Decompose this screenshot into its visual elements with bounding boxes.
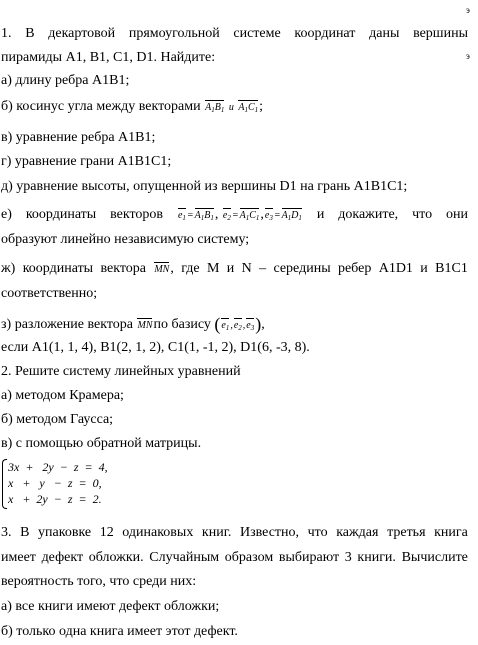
vector-e1 bbox=[178, 208, 186, 224]
comma: , bbox=[170, 261, 174, 276]
vec-sub: 1 bbox=[182, 214, 186, 222]
p1-item-g-line2: соответственно; bbox=[1, 286, 98, 301]
p2-item-b: б) методом Гаусса; bbox=[1, 412, 114, 427]
vec-sub: 1 bbox=[254, 106, 259, 114]
vec-sub: 1 bbox=[225, 324, 230, 332]
semicolon: ; bbox=[259, 99, 263, 114]
word: выбирают bbox=[278, 550, 340, 565]
word: A1D1 bbox=[378, 261, 413, 276]
word: и bbox=[316, 207, 325, 222]
word: что bbox=[307, 525, 328, 540]
vec-letter: C bbox=[249, 210, 256, 221]
comma: , bbox=[230, 320, 233, 331]
word: каждая bbox=[336, 525, 379, 540]
word: обложки. bbox=[88, 550, 144, 565]
word: Вычислите bbox=[401, 550, 468, 565]
equals-sign: = bbox=[231, 210, 239, 221]
p3-line2 bbox=[1, 550, 468, 566]
word: книг. bbox=[201, 525, 232, 540]
vec-sub: 2 bbox=[238, 324, 242, 332]
word: даны bbox=[369, 26, 400, 41]
p3-line3: вероятность того, что среди них: bbox=[1, 574, 197, 589]
p2-item-a: а) методом Крамера; bbox=[1, 388, 124, 403]
comma: , bbox=[242, 320, 246, 331]
vec-letter: C bbox=[247, 102, 255, 113]
vec-sub: 1 bbox=[211, 106, 215, 114]
equation-3: x + 2y − z = 2. bbox=[8, 492, 102, 506]
p3-item-a: а) все книги имеют дефект обложки; bbox=[1, 599, 220, 614]
word: В bbox=[25, 26, 35, 41]
p1-item-c: в) уравнение ребра А1В1; bbox=[1, 130, 156, 145]
word: координат bbox=[294, 26, 356, 41]
close-paren: ) bbox=[255, 314, 262, 334]
vector-e3 bbox=[246, 318, 254, 334]
vec-letter: e bbox=[177, 210, 183, 221]
word: декартовой bbox=[48, 26, 116, 41]
word: координаты bbox=[25, 207, 97, 222]
p2-item-c: в) с помощью обратной матрицы. bbox=[1, 436, 202, 451]
vec-sub: 1 bbox=[245, 214, 250, 222]
p1-item-f-line2: образуют линейно независимую систему; bbox=[1, 232, 250, 247]
p1-item-f-line1 bbox=[1, 207, 468, 224]
p2-title: 2. Решите систему линейных уравнений bbox=[1, 364, 241, 379]
vector-e1 bbox=[221, 318, 229, 334]
comma: , bbox=[260, 207, 264, 222]
vector-mn bbox=[154, 262, 169, 276]
vector-a1b1 bbox=[205, 100, 224, 116]
word: 12 bbox=[99, 525, 114, 540]
word: 3 bbox=[344, 550, 352, 565]
word: координаты bbox=[22, 261, 94, 276]
vec-letter: e bbox=[222, 210, 228, 221]
vector-a1c1 bbox=[240, 208, 260, 224]
word: вершины bbox=[413, 26, 468, 41]
word: третья bbox=[387, 525, 426, 540]
vec-letter: MN bbox=[154, 264, 170, 275]
vector-mn bbox=[137, 318, 152, 332]
vec-sub: 1 bbox=[210, 214, 214, 222]
word: ребер bbox=[337, 261, 372, 276]
p3-line1 bbox=[1, 525, 468, 541]
vec-sub: 1 bbox=[220, 106, 225, 114]
corner-mark: э bbox=[466, 5, 470, 15]
vector-a1b1 bbox=[195, 208, 214, 224]
word: е) bbox=[1, 207, 12, 222]
vec-letter: A bbox=[238, 102, 245, 113]
vec-sub: 3 bbox=[269, 214, 273, 222]
word: дефект bbox=[41, 550, 84, 565]
vec-sub: 1 bbox=[244, 106, 248, 114]
p1-item-e: д) уравнение высоты, опущенной из вершины D1 на грань А1В1С1; bbox=[1, 179, 408, 194]
vec-letter: B bbox=[214, 102, 221, 113]
vec-letter: e bbox=[246, 320, 251, 331]
open-paren: ( bbox=[214, 314, 221, 334]
p1-item-h bbox=[1, 316, 265, 334]
vec-sub: 1 bbox=[298, 214, 302, 222]
p1-item-a: а) длину ребра А1В1; bbox=[1, 73, 130, 88]
p1-line2: пирамиды A1, B1, C1, D1. Найдите: bbox=[1, 50, 216, 65]
vec-letter: e bbox=[233, 320, 239, 331]
margin-mark: э bbox=[466, 51, 470, 61]
vec-letter: B bbox=[204, 210, 211, 221]
vec-sub: 1 bbox=[287, 214, 292, 222]
p1-item-g-line1 bbox=[1, 261, 468, 277]
word: одинаковых bbox=[122, 525, 194, 540]
p1-line1 bbox=[1, 26, 468, 42]
p1-item-d: г) уравнение грани А1В1С1; bbox=[1, 154, 172, 169]
word: вектора bbox=[100, 261, 146, 276]
word: и bbox=[420, 261, 428, 276]
p1-given-points: если A1(1, 1, 4), B1(2, 1, 2), C1(1, -1, 2), D1(6, -3, 8). bbox=[1, 340, 310, 355]
vector-e2 bbox=[223, 208, 231, 224]
word: Случайным bbox=[149, 550, 220, 565]
word: книги. bbox=[357, 550, 396, 565]
vector-e2 bbox=[234, 318, 242, 334]
p1-item-b bbox=[1, 99, 263, 116]
p1-number: 1. bbox=[1, 26, 12, 41]
p1-item-h-text: з) разложение вектора bbox=[1, 317, 133, 332]
word: М bbox=[206, 261, 220, 276]
word: они bbox=[446, 207, 468, 222]
p1-item-b-text: б) косинус угла между векторами bbox=[1, 99, 201, 114]
word: Известно, bbox=[239, 525, 300, 540]
vec-sub: 3 bbox=[250, 324, 255, 332]
comma: , bbox=[261, 317, 265, 332]
vec-sub: 2 bbox=[227, 214, 231, 222]
equation-1: 3x + 2y − z = 4, bbox=[8, 460, 108, 474]
word: В bbox=[20, 525, 30, 540]
word: что bbox=[412, 207, 433, 222]
system-brace bbox=[2, 459, 7, 509]
word: где bbox=[181, 261, 200, 276]
word: и bbox=[226, 261, 235, 276]
equals-sign: = bbox=[273, 210, 281, 221]
word: образом bbox=[224, 550, 274, 565]
vector-e3 bbox=[265, 208, 273, 224]
word: книга bbox=[434, 525, 468, 540]
vec-letter: e bbox=[264, 210, 270, 221]
word: имеет bbox=[1, 550, 36, 565]
vec-letter: A bbox=[281, 210, 288, 221]
and-word: и bbox=[228, 102, 234, 113]
word: – bbox=[259, 261, 267, 276]
vec-letter: A bbox=[194, 210, 201, 221]
vec-letter: A bbox=[239, 210, 246, 221]
vector-a1d1 bbox=[282, 208, 302, 224]
comma: , bbox=[214, 207, 219, 222]
equals-sign: = bbox=[186, 210, 194, 221]
word: докажите, bbox=[338, 207, 399, 222]
vector-definitions bbox=[177, 207, 303, 224]
word: середины bbox=[273, 261, 331, 276]
vec-letter: A bbox=[205, 102, 212, 113]
p1-item-h-text2: по базису bbox=[153, 317, 211, 332]
vec-sub: 1 bbox=[200, 214, 205, 222]
equation-2: x + y − z = 0, bbox=[8, 476, 102, 490]
word: системе bbox=[233, 26, 281, 41]
vec-letter: e bbox=[221, 320, 226, 331]
word: N bbox=[241, 261, 252, 276]
vec-letter: D bbox=[291, 210, 299, 221]
word: B1C1 bbox=[435, 261, 468, 276]
word: векторов bbox=[110, 207, 164, 222]
word: прямоугольной bbox=[128, 26, 220, 41]
word: ж) bbox=[1, 261, 16, 276]
vec-letter: MN bbox=[137, 320, 153, 331]
p3-item-b: б) только одна книга имеет этот дефект. bbox=[1, 624, 238, 639]
vec-sub: 1 bbox=[255, 214, 260, 222]
word: упаковке bbox=[38, 525, 92, 540]
vector-a1c1 bbox=[238, 100, 258, 116]
p3-number: 3. bbox=[1, 525, 12, 540]
